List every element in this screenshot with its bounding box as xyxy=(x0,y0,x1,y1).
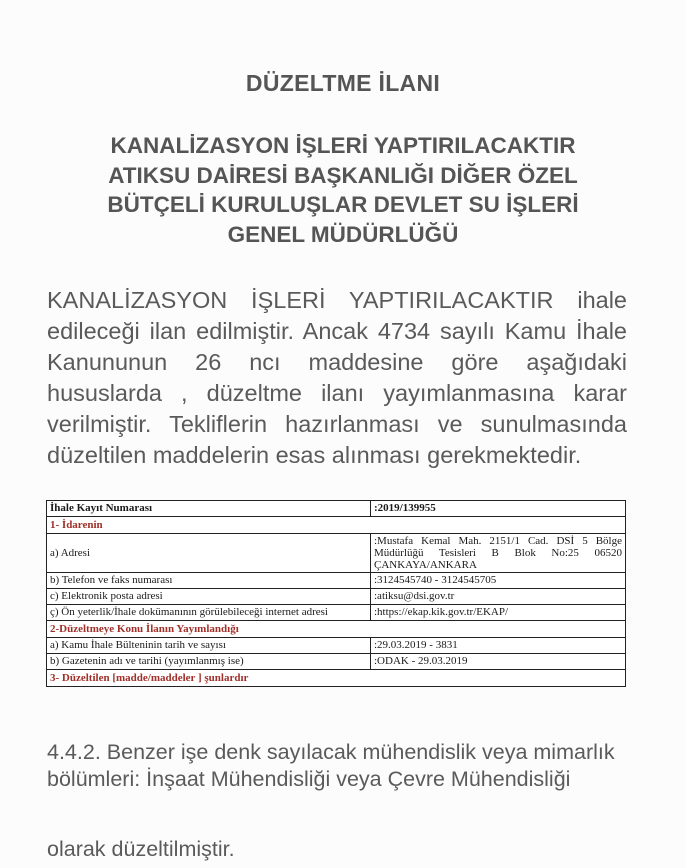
section-administration: 1- İdarenin xyxy=(47,517,626,534)
address-label: a) Adresi xyxy=(47,534,371,573)
correction-text: 4.4.2. Benzer işe denk sayılacak mühendislik veya mimarlık bölümleri: İnşaat Mühendisliği veya Çevre Mühendisliği xyxy=(47,740,615,791)
bulletin-label: a) Kamu İhale Bülteninin tarih ve sayısı xyxy=(47,638,371,654)
org-line: ATIKSU DAİRESİ BAŞKANLIĞI DİĞER ÖZEL xyxy=(108,162,578,188)
table-row xyxy=(47,589,626,605)
organization-heading xyxy=(40,131,646,249)
internet-address-label: ç) Ön yeterlik/İhale dokümanının görülebileceği internet adresi xyxy=(47,605,371,621)
tender-registration-value: :2019/139955 xyxy=(371,501,626,517)
document-title: DÜZELTME İLANI xyxy=(245,70,441,96)
intro-paragraph: KANALİZASYON İŞLERİ YAPTIRILACAKTIR ihale edileceği ilan edilmiştir. Ancak 4734 sayılı Kamu İhale Kanununun 26 ncı maddesine göre aşağıdaki hususlarda , düzeltme ilanı yayımlanmasına karar verilmiştir. Tekliflerin hazırlanması ve sunulmasında düzeltilen maddelerin esas alınması gerekmektedir. xyxy=(47,287,627,468)
table-row xyxy=(47,638,626,654)
section-publication: 2-Düzeltmeye Konu İlanın Yayımlandığı xyxy=(47,621,626,638)
bulletin-value: :29.03.2019 - 3831 xyxy=(371,638,626,654)
section-header-row xyxy=(47,621,626,638)
org-line: KANALİZASYON İŞLERİ YAPTIRILACAKTIR xyxy=(110,133,576,158)
section-header-row xyxy=(47,670,626,687)
section-header-row xyxy=(47,517,626,534)
table-row xyxy=(47,501,626,517)
tender-registration-label: İhale Kayıt Numarası xyxy=(47,501,371,517)
phone-fax-label: b) Telefon ve faks numarası xyxy=(47,573,371,589)
table-row xyxy=(47,573,626,589)
section-corrections: 3- Düzeltilen [madde/maddeler ] şunlardır xyxy=(47,670,626,687)
newspaper-label: b) Gazetenin adı ve tarihi (yayımlanmış ise) xyxy=(47,654,371,670)
email-label: c) Elektronik posta adresi xyxy=(47,589,371,605)
closing-text: olarak düzeltilmiştir. xyxy=(47,837,235,861)
org-line: GENEL MÜDÜRLÜĞÜ xyxy=(227,221,459,247)
table-row xyxy=(47,654,626,670)
phone-fax-value: :3124545740 - 3124545705 xyxy=(371,573,626,589)
table-row xyxy=(47,534,626,573)
internet-address-value: :https://ekap.kik.gov.tr/EKAP/ xyxy=(371,605,626,621)
org-line: BÜTÇELİ KURULUŞLAR DEVLET SU İŞLERİ xyxy=(107,192,579,217)
table-row xyxy=(47,605,626,621)
tender-info-table xyxy=(46,500,626,687)
newspaper-value: :ODAK - 29.03.2019 xyxy=(371,654,626,670)
email-value: :atiksu@dsi.gov.tr xyxy=(371,589,626,605)
address-value: :Mustafa Kemal Mah. 2151/1 Cad. DSİ 5 Bölge Müdürlüğü Tesisleri B Blok No:25 06520 ÇANKAYA/ANKARA xyxy=(371,534,626,573)
